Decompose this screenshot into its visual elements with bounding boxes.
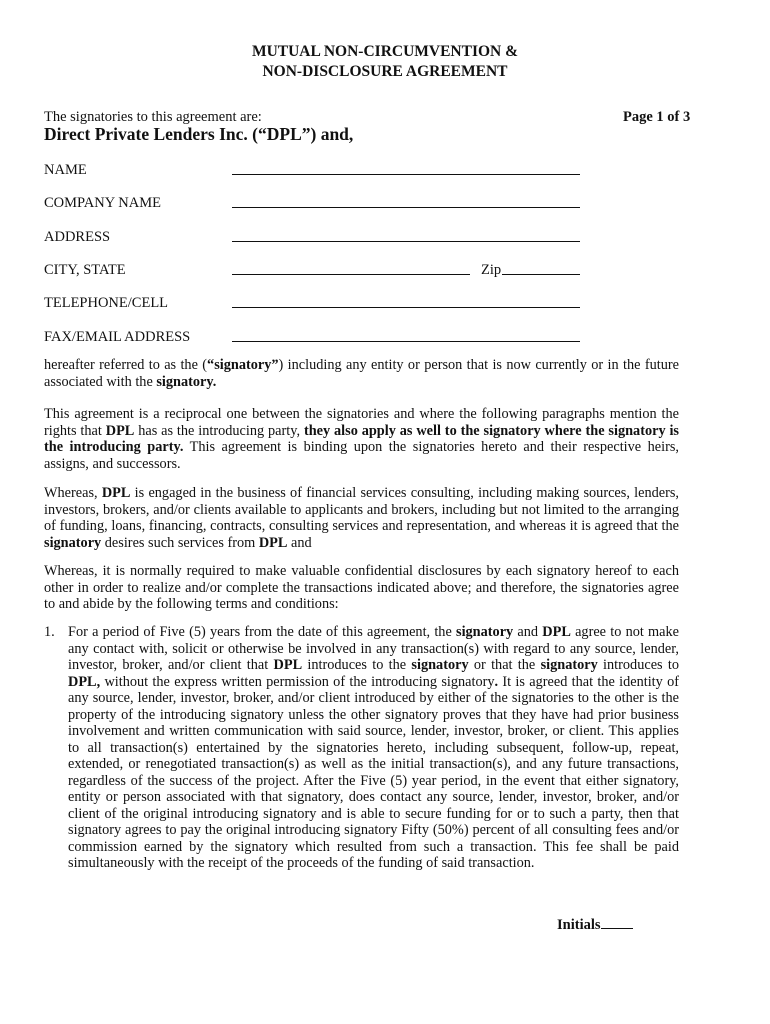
document-title-line1: MUTUAL NON-CIRCUMVENTION &	[251, 43, 519, 60]
paragraph-whereas-1: Whereas, DPL is engaged in the business of financial services consulting, including making sources, lenders, investors, brokers, and/or clients available to applicants and brokers, including but not limited to the arranging of funding, loans, financing, contracts, consulting services and representation, and whereas it is agreed that the signatory desires such services from DPL and	[44, 485, 680, 551]
paragraph-referred: hereafter referred to as the (“signatory”) including any entity or person that is now currently or in the future associated with the signatory.	[44, 357, 679, 390]
telephone-label: TELEPHONE/CELL	[44, 295, 169, 311]
page-indicator: Page 1 of 3	[623, 109, 691, 125]
document-title-line2: NON-DISCLOSURE AGREEMENT	[262, 63, 508, 80]
telephone-field-line[interactable]	[232, 307, 580, 308]
party-name: Direct Private Lenders Inc. (“DPL”) and,	[44, 124, 354, 144]
paragraph-whereas-2: Whereas, it is normally required to make valuable confidential disclosures by each signatory hereof to each other in order to realize and/or complete the transactions indicated above; and therefore, the signatories agree to and abide by the following terms and conditions:	[44, 563, 679, 612]
clause-1-number: 1.	[44, 624, 55, 640]
initials-field[interactable]	[557, 916, 633, 934]
address-field-line[interactable]	[232, 241, 580, 242]
name-label: NAME	[44, 162, 87, 178]
initials-label: Initials	[557, 917, 601, 933]
fax-email-label: FAX/EMAIL ADDRESS	[44, 329, 191, 345]
city-state-field-line[interactable]	[232, 274, 470, 275]
name-field-line[interactable]	[232, 174, 580, 175]
fax-email-field-line[interactable]	[232, 341, 580, 342]
intro-text: The signatories to this agreement are:	[44, 109, 262, 125]
company-name-field-line[interactable]	[232, 207, 580, 208]
address-label: ADDRESS	[44, 229, 111, 245]
company-name-label: COMPANY NAME	[44, 195, 161, 211]
city-state-label: CITY, STATE	[44, 262, 126, 278]
paragraph-reciprocal: This agreement is a reciprocal one between the signatories and where the following paragraphs mention the rights that DPL has as the introducing party, they also apply as well to the signatory where the signatory is the introducing party. This agreement is binding upon the signatories hereto and their respective heirs, assigns, and successors.	[44, 406, 679, 472]
clause-1-text: For a period of Five (5) years from the date of this agreement, the signatory and DPL agree to not make any contact with, solicit or otherwise be involved in any transaction(s) with regard to any source, lender, investor, broker, and/or client that DPL introduces to the signatory or that the signatory introduces to DPL, without the express written permission of the introducing signatory. It is agreed that the identity of any source, lender, investor, broker, and/or client introduced by either of the signatories to the other is the property of the introducing signatory unless the other signatory proves that they have had prior business involvement and written communication with said source, lender, investor, broker, or client. This applies to all transaction(s) entertained by the signatories hereto, including subsequent, follow-up, repeat, extended, or renegotiated transaction(s) as well as the initial transaction(s), and any future transactions, regardless of the success of the project. After the Five (5) year period, in the event that either signatory, entity or person associated with that signatory, does contact any source, lender, investor, broker, and/or client of the original introducing signatory and is able to secure funding for or to such a party, then that signatory agrees to pay the original introducing signatory Fifty (50%) percent of all consulting fees and/or commission earned by the signatory which resulted from such a transaction. This fee shall be paid simultaneously with the receipt of the proceeds of the funding of said transaction.	[68, 624, 680, 871]
initials-line[interactable]	[601, 916, 633, 929]
zip-field-line[interactable]	[502, 274, 580, 275]
zip-label: Zip	[481, 262, 502, 278]
